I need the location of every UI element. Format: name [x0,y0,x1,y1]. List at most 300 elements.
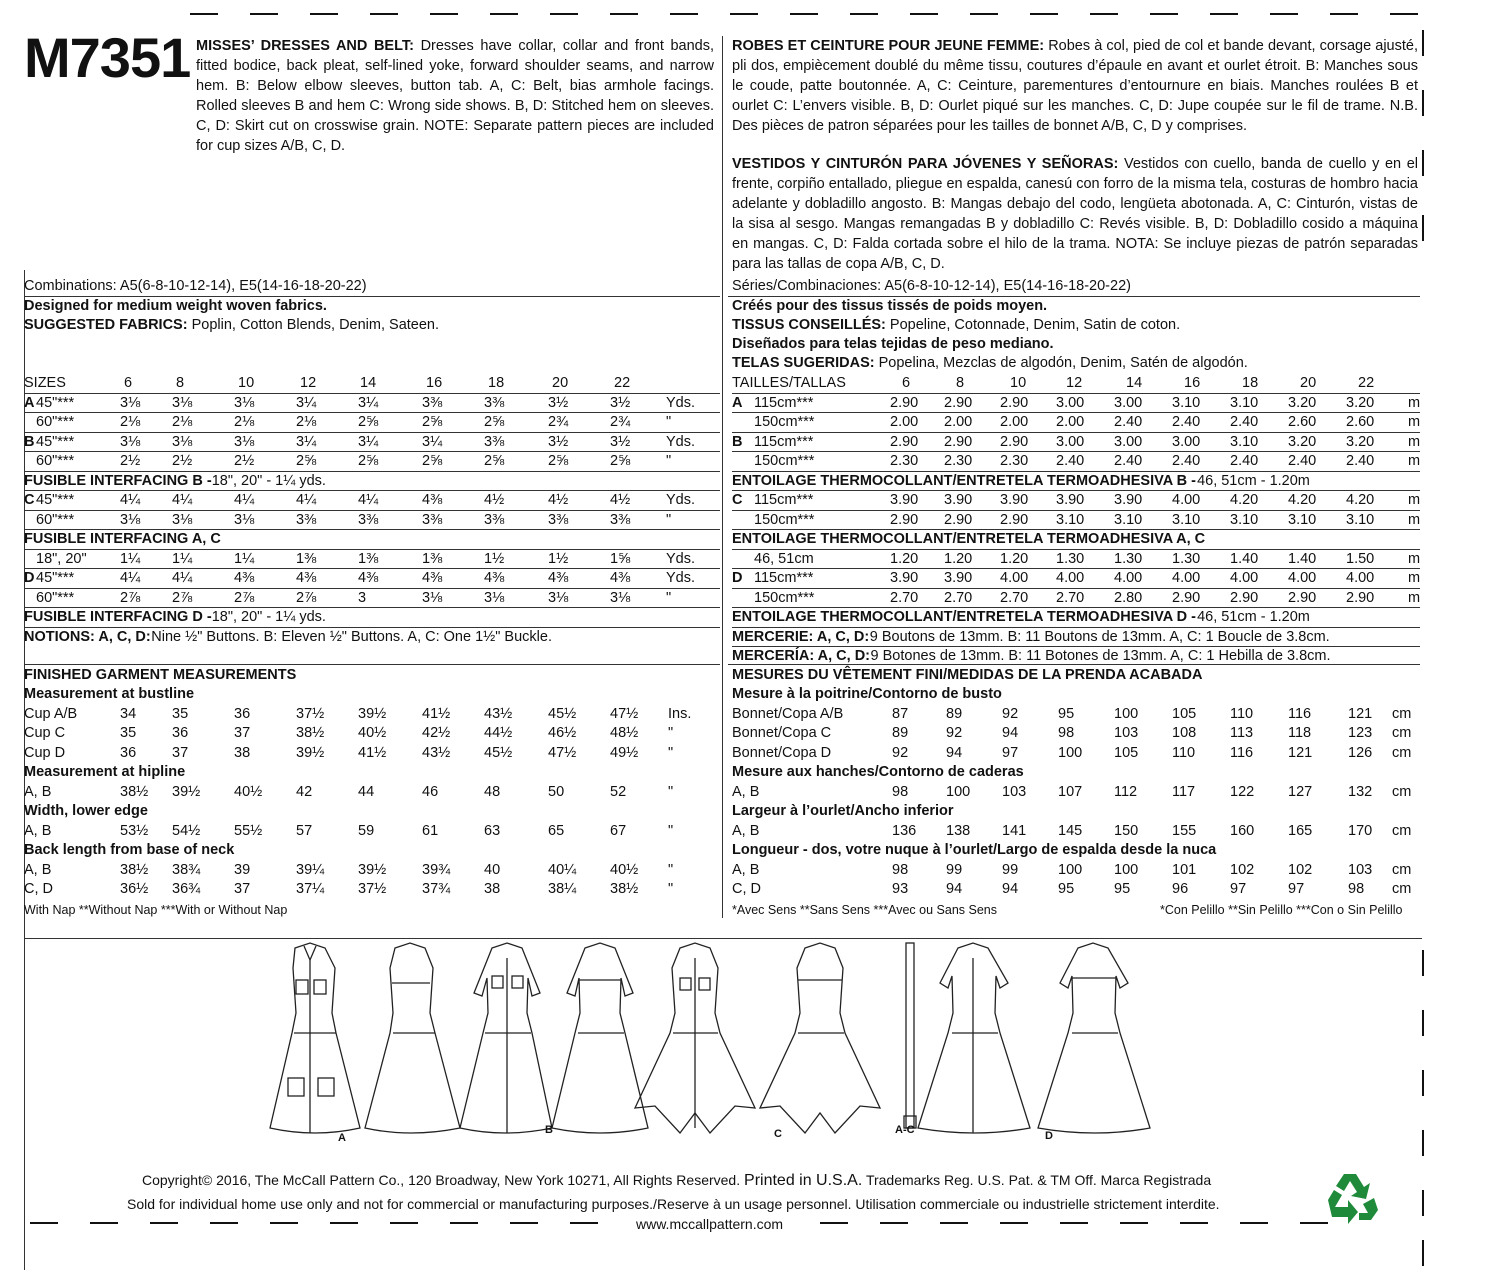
fabric-width: 45"*** [36,570,75,586]
title-en: MISSES’ DRESSES AND BELT: [196,38,414,54]
cell: 45½ [548,705,577,722]
fabric-width: 60"*** [36,589,75,606]
table-row [732,704,1420,724]
unit: cm [1392,881,1412,897]
cell: 2⅝ [610,453,631,469]
cell: 2.90 [1288,589,1317,606]
unit: m [1408,570,1421,586]
view-b-back [552,943,648,1133]
cell: 2.90 [890,394,919,411]
cell: 4.00 [1114,570,1143,586]
view-label-a: A [338,1132,346,1144]
description-en [196,36,714,156]
view-letter: B [732,433,743,450]
table-row [24,607,720,627]
table-row [24,510,720,530]
size-2: 10 [238,375,255,391]
cell: 3⅜ [484,433,505,450]
row-label: A, B [24,783,52,800]
cell: 95 [1058,881,1075,897]
cell: 40¼ [548,861,577,878]
cell: 38¼ [548,881,577,897]
cell: 1.40 [1288,550,1317,567]
size-1: 8 [176,375,185,391]
fabric-width: 150cm*** [754,453,815,469]
cell: 3½ [548,433,569,450]
cell: 93 [892,881,909,897]
cell: 42½ [422,725,451,741]
fabric-width: 60"*** [36,453,75,469]
cell: 38½ [120,783,149,800]
unit: " [668,822,674,839]
cell: 141 [1002,822,1027,839]
table-row [24,762,720,782]
row-label: A, B [732,783,760,800]
view-letter: D [732,570,743,586]
table-row [732,879,1420,899]
table-row [24,879,720,899]
fabric-width: 115cm*** [754,394,814,411]
cell: 2.30 [890,453,919,469]
cell: 2.40 [1346,453,1375,469]
unit: Yds. [666,394,696,411]
row-note: 9 Boutons de 13mm. B: 11 Boutons de 13mm. A, C: 1 Boucle de 3.8cm. [869,628,1330,645]
cell: 2.90 [1346,589,1375,606]
view-c-back [760,943,880,1133]
cell: 117 [1172,783,1196,800]
cell: 113 [1230,725,1254,741]
unit: Yds. [666,550,696,567]
unit: " [668,881,674,897]
cell: 44 [358,783,375,800]
fabric-width: 45"*** [36,394,75,411]
cell: 3.10 [1172,394,1201,411]
copyright-line: Copyright© 2016, The McCall Pattern Co., 120 Broadway, New York 10271, All Rights Reserved. Printed in U.S.A. Trademarks Reg. U.S. Pat. & TM Off. Marca Registrada [142,1172,1212,1189]
cell: 4⅜ [484,570,505,586]
unit: cm [1392,705,1412,722]
row-heading: Width, lower edge [24,803,148,819]
cell: 63 [484,822,501,839]
cell: 36½ [120,881,149,897]
cell: 65 [548,822,565,839]
cell: 37½ [296,705,325,722]
column-divider [722,36,723,918]
cell: 47½ [548,744,577,761]
cell: 3.20 [1346,394,1375,411]
unit: m [1408,394,1421,411]
row-label: Bonnet/Copa D [732,744,832,761]
row-heading: FUSIBLE INTERFACING A, C [24,531,221,547]
recycle-icon [1322,1170,1380,1226]
cell: 3¼ [296,394,317,411]
view-label-d: D [1045,1130,1053,1142]
table-row [24,821,720,841]
cell: 4½ [548,492,569,508]
cell: 1½ [484,550,505,567]
cell: 3.10 [1346,511,1375,528]
cell: 2.90 [890,433,919,450]
size-7: 20 [552,375,569,391]
size-0: 6 [124,375,133,391]
cell: 105 [1114,744,1139,761]
cell: 3⅜ [610,511,631,528]
cell: 2⅝ [484,453,505,469]
suggested-en: SUGGESTED FABRICS: Poplin, Cotton Blends, Denim, Sateen. [24,317,440,333]
cell: 102 [1288,861,1313,878]
cell: 1.40 [1230,550,1259,567]
table-row [24,723,720,743]
sizes-header-row [24,373,720,393]
cell: 4.00 [1172,492,1201,508]
measurements-title-en: FINISHED GARMENT MEASUREMENTS [24,667,297,683]
table-row [24,393,720,413]
view-letter: D [24,570,35,586]
cell: 3.00 [1056,433,1085,450]
usage-notice: Sold for individual home use only and not for commercial or manufacturing purposes./Reserve à un usage personnel. Utilisation commerciale ou industrielle strictement interdite. [127,1196,1220,1212]
table-row [732,451,1420,471]
cell: 2.40 [1056,453,1085,469]
table-row [24,782,720,802]
cell: 4¼ [296,492,317,508]
cell: 48 [484,783,501,800]
cell: 3¼ [422,433,443,450]
cell: 103 [1114,725,1139,741]
cell: 4.00 [1056,570,1085,586]
cell: 2⅛ [296,414,317,430]
fabric-width: 115cm*** [754,492,814,508]
cell: 95 [1058,705,1075,722]
combinations-frs: Séries/Combinaciones: A5(6-8-10-12-14), E5(14-16-18-20-22) [732,278,1131,294]
view-letter: B [24,433,35,450]
cell: 2⅞ [172,589,193,606]
cell: 4.00 [1346,570,1375,586]
unit: cm [1392,725,1412,741]
cell: 3.90 [944,570,973,586]
cell: 3⅛ [484,589,505,606]
cell: 4¼ [120,492,141,508]
cell: 4¼ [172,492,193,508]
table-row [732,684,1420,704]
cell: 2.70 [890,589,919,606]
cell: 3.10 [1172,511,1201,528]
cell: 2⅞ [296,589,317,606]
row-label: Bonnet/Copa C [732,725,832,741]
website-link[interactable]: www.mccallpattern.com [636,1216,784,1232]
cell: 34 [120,705,137,722]
cell: 92 [892,744,909,761]
cell: 95 [1114,881,1131,897]
cell: 100 [1058,861,1083,878]
cell: 2.40 [1230,453,1259,469]
size-4: 14 [1126,375,1143,391]
cell: 3¼ [358,394,379,411]
cell: 1.30 [1114,550,1143,567]
unit: m [1408,453,1421,469]
cell: 4¼ [358,492,379,508]
cell: 3.00 [1114,394,1143,411]
cell: 2.80 [1114,589,1143,606]
measurements-title-frs: MESURES DU VÊTEMENT FINI/MEDIDAS DE LA PRENDA ACABADA [732,667,1203,683]
description-fr [732,36,1418,136]
cell: 1¼ [234,550,255,567]
row-heading: ENTOILAGE THERMOCOLLANT/ENTRETELA TERMOADHESIVA D - [732,609,1196,625]
title-es: VESTIDOS Y CINTURÓN PARA JÓVENES Y SEÑORAS: [732,156,1119,172]
cell: 35 [172,705,189,722]
cell: 127 [1288,783,1313,800]
cell: 55½ [234,822,263,839]
cell: 3⅛ [234,511,255,528]
cell: 87 [892,705,909,722]
row-heading: Back length from base of neck [24,842,235,858]
cell: 165 [1288,822,1313,839]
size-3: 12 [1066,375,1083,391]
cell: 2.90 [1000,511,1029,528]
cell: 4.20 [1230,492,1259,508]
cell: 2.60 [1288,414,1317,430]
row-heading: NOTIONS: A, C, D: [24,628,151,645]
desc-es: Vestidos con cuello, banda de cuello y en el frente, corpiño entallado, pliegue en espalda, canesú con forro de la misma tela, costuras de hombro hacia adelante y dobladillo angosto. B: Mangas debajo del codo, lengüeta abotonada. A, C: Cinturón, vistas de la sisa al sesgo. Mangas remangadas B y dobladillo C: Revés visible. B, D: Dobladillo cosido a máquina en mangas. C, D: Falda cortada sobre el hilo de la trama. NOTA: Se incluye piezas de patrón separadas para las tallas de copa A/B, C, D. [732,156,1418,272]
row-heading: Largeur à l’ourlet/Ancho inferior [732,803,954,819]
cell: 4⅜ [296,570,317,586]
cell: 2.90 [1000,394,1029,411]
cell: 3⅛ [172,511,193,528]
desc-en: Dresses have collar, collar and front bands, fitted bodice, back pleat, self-lined yoke, forward shoulder seams, and narrow hem. B: Below elbow sleeves, button tab. A, C: Belt, bias armhole facings. Rolled sleeves B and hem C: Wrong side shows. B, D: Stitched hem on sleeves. C, D: Skirt cut on crosswise grain. NOTE: Separate pattern pieces are included for cup sizes A/B, C, D. [196,38,714,154]
cell: 2.00 [1000,414,1029,430]
cell: 99 [946,861,963,878]
cell: 39¼ [296,861,325,878]
sizes-label: SIZES [24,375,66,391]
cell: 2.40 [1172,414,1201,430]
cell: 3.90 [1114,492,1143,508]
cell: 4.00 [1230,570,1259,586]
cell: 3⅛ [172,433,193,450]
row-label: Cup D [24,744,66,761]
cell: 38½ [296,725,325,741]
cell: 1.20 [890,550,919,567]
cell: 38½ [120,861,149,878]
cell: 2⅛ [234,414,255,430]
cell: 4¼ [234,492,255,508]
cell: 38½ [610,881,639,897]
cell: 136 [892,822,917,839]
cell: 3⅛ [234,433,255,450]
cell: 3⅜ [358,511,379,528]
unit: m [1408,550,1421,567]
fabric-width: 45"*** [36,492,75,508]
cell: 4¼ [172,570,193,586]
unit: " [666,453,672,469]
cell: 3.90 [890,570,919,586]
cell: 121 [1348,705,1373,722]
table-row [732,588,1420,608]
cell: 170 [1348,822,1373,839]
view-letter: C [24,492,35,508]
cell: 40½ [358,725,387,741]
cell: 2⅝ [548,453,569,469]
cell: 3⅛ [548,589,569,606]
row-note: 18", 20" - 1¼ yds. [211,609,326,625]
cell: 96 [1172,881,1189,897]
cell: 102 [1230,861,1255,878]
cell: 52 [610,783,627,800]
cell: 4¼ [120,570,141,586]
cell: 94 [946,744,963,761]
cell: 97 [1230,881,1247,897]
row-heading: Mesure à la poitrine/Contorno de busto [732,686,1002,702]
row-heading: MERCERÍA: A, C, D: [732,648,871,664]
size-4: 14 [360,375,377,391]
cell: 2⅝ [358,453,379,469]
row-label: C, D [24,881,53,897]
cell: 3⅛ [234,394,255,411]
table-row [732,412,1420,432]
cell: 101 [1172,861,1197,878]
cell: 100 [946,783,971,800]
cell: 150 [1114,822,1139,839]
cell: 39½ [296,744,325,761]
cell: 2⅛ [120,414,141,430]
cell: 2⅝ [358,414,379,430]
footnote-en: With Nap **Without Nap ***With or Without Nap [24,903,288,917]
table-row [24,432,720,452]
cell: 3⅜ [422,394,443,411]
table-row [732,529,1420,549]
cell: 98 [892,783,909,800]
cell: 1¼ [172,550,193,567]
cell: 2.90 [944,433,973,450]
cell: 3⅜ [548,511,569,528]
cell: 3.10 [1230,433,1259,450]
size-0: 6 [902,375,911,391]
cell: 37¾ [422,881,451,897]
cell: 2.60 [1346,414,1375,430]
row-heading: ENTOILAGE THERMOCOLLANT/ENTRETELA TERMOADHESIVA A, C [732,531,1206,547]
cell: 1⅜ [296,550,317,567]
cell: 138 [946,822,971,839]
table-row [24,451,720,471]
cell: 1⅝ [610,550,631,567]
cell: 4½ [610,492,631,508]
size-5: 16 [426,375,443,391]
cell: 39¾ [422,861,451,878]
cell: 39½ [358,705,387,722]
size-5: 16 [1184,375,1201,391]
view-b-front [460,943,552,1133]
cell: 2½ [120,453,141,469]
cell: 2.90 [890,511,919,528]
cell: 3.10 [1114,511,1143,528]
cell: 2.00 [1056,414,1085,430]
unit: " [668,861,674,878]
suggested-fr: TISSUS CONSEILLÉS: Popeline, Cotonnade, Denim, Satin de coton. [732,317,1181,333]
row-label: Cup C [24,725,66,741]
cell: 145 [1058,822,1083,839]
cell: 2.00 [890,414,919,430]
cell: 2.40 [1114,453,1143,469]
cell: 2.90 [1000,433,1029,450]
cell: 94 [946,881,963,897]
table-row [24,860,720,880]
cell: 40½ [610,861,639,878]
row-heading: Mesure aux hanches/Contorno de caderas [732,764,1024,780]
cell: 3⅜ [422,511,443,528]
cell: 3.90 [944,492,973,508]
cell: 41½ [422,705,451,722]
unit: m [1408,433,1421,450]
cell: 4.00 [1000,570,1029,586]
cell: 37 [234,725,251,741]
row-heading: Measurement at bustline [24,686,195,702]
view-a-back [365,943,460,1133]
table-row [24,549,720,569]
cell: 61 [422,822,439,839]
cell: 3¼ [358,433,379,450]
cell: 35 [120,725,137,741]
row-label: C, D [732,881,761,897]
table-row [24,588,720,608]
cell: 47½ [610,705,639,722]
cell: 39½ [358,861,387,878]
cell: 2⅝ [296,453,317,469]
cell: 2⅝ [422,453,443,469]
table-row [732,607,1420,627]
fabric-width: 115cm*** [754,433,814,450]
garment-illustrations [240,938,1260,1148]
table-row [732,471,1420,491]
cell: 39½ [172,783,201,800]
row-note: 9 Botones de 13mm. B: 11 Botones de 13mm. A, C: 1 Hebilla de 3.8cm. [870,648,1331,664]
unit: cm [1392,822,1412,839]
unit: Yds. [666,433,696,450]
cell: 132 [1348,783,1373,800]
table-row [732,510,1420,530]
view-letter: C [732,492,743,508]
row-label: A, B [732,822,760,839]
unit: " [668,783,674,800]
cell: 45½ [484,744,513,761]
cell: 43½ [484,705,513,722]
cell: 3.10 [1230,394,1259,411]
cell: 99 [1002,861,1019,878]
size-8: 22 [1358,375,1375,391]
cell: 50 [548,783,565,800]
size-7: 20 [1300,375,1317,391]
cell: 3⅛ [120,433,141,450]
cell: 2⅞ [234,589,255,606]
row-heading: MERCERIE: A, C, D: [732,628,870,645]
cell: 2.70 [944,589,973,606]
size-6: 18 [1242,375,1259,391]
row-note: Nine ½" Buttons. B: Eleven ½" Buttons. A, C: One 1½" Buckle. [151,628,552,645]
cell: 3¼ [296,433,317,450]
fabric-width: 150cm*** [754,589,815,606]
unit: cm [1392,744,1412,761]
cell: 37¼ [296,881,325,897]
cell: 39 [234,861,251,878]
cell: 3⅜ [484,394,505,411]
unit: Yds. [666,570,696,586]
view-label-a-c: A-C [895,1124,915,1136]
table-row [732,743,1420,763]
size-8: 22 [614,375,631,391]
cell: 36¾ [172,881,201,897]
cell: 2½ [172,453,193,469]
cell: 41½ [358,744,387,761]
cell: 107 [1058,783,1083,800]
cell: 37 [172,744,189,761]
unit: m [1408,414,1421,430]
row-label: Cup A/B [24,705,78,722]
